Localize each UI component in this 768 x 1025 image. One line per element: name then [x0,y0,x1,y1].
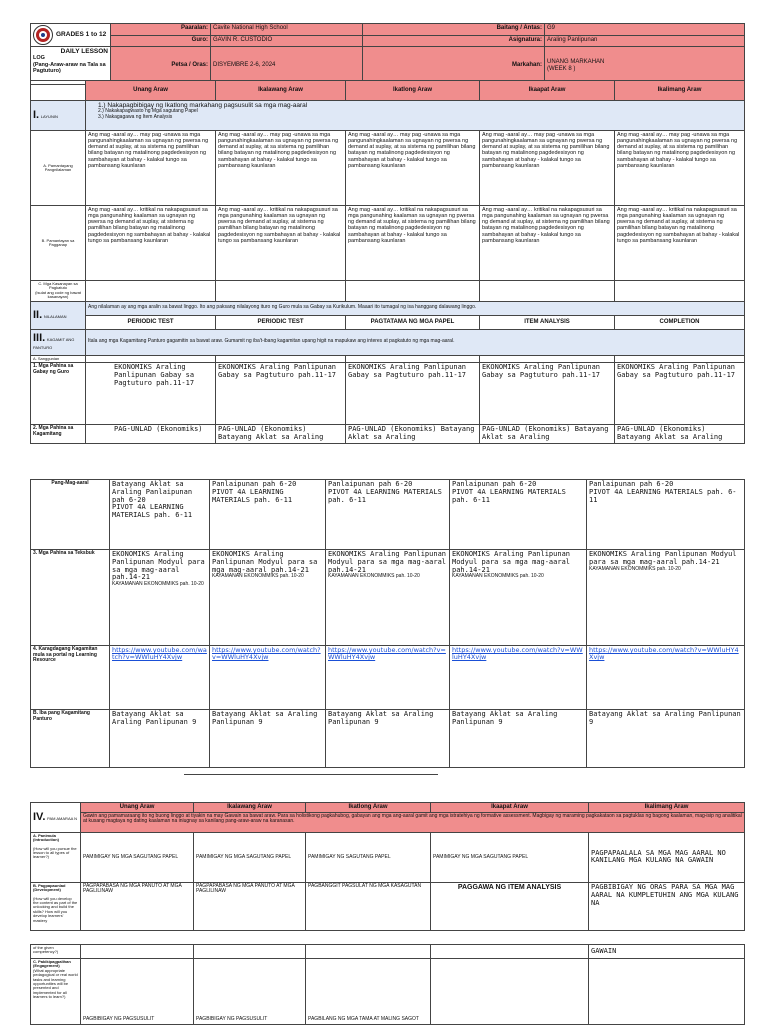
day-header-5: Ikalimang Araw [615,81,745,101]
teksbuk-day3 [326,550,450,646]
teksbuk-label: 3. Mga Pahina sa Teksbuk [31,550,110,646]
lr-portal-link-5[interactable]: https://www.youtube.com/watch?v=WWluHY4Xvjw [589,646,739,662]
pangnilalaman-day1: Ang mag -aaral ay… may pag -unawa sa mga pangunahingkaalaman sa ugnayan ng pwersa ng demand at suplay, at sa sistema ng pamilihan bilang batayan ng matalinong pagdedesisyon ng sambahayan at bahay - kalakal tungo sa pambansang kaunlaran [86,131,216,206]
pangnilalaman-day3: Ang mag -aaral ay… may pag -unawa sa mga pangunahingkaalaman sa ugnayan ng pwersa ng demand at suplay, at sa sistema ng pamilihan bilang batayan ng matalinong pagdedesisyon ng sambahayan at bahay - kalakal tungo sa pambansang kaunlaran [346,131,480,206]
petsa-blank [363,47,503,85]
pam-day-header-2: Ikalawang Araw [194,803,306,813]
panimula-day3: PAMIMIGAY NG SAGUTANG PAPEL [306,832,431,882]
deped-seal-icon [33,25,53,45]
teksbuk-day3-text: EKONOMIKS Araling Panlipunan Modyul para sa mga mag-aaral pah.14-21 [328,550,447,574]
pam-day-header-4: Ikaapat Araw [431,803,589,813]
header-table [30,23,745,85]
pagpapaunlad-sub: (How will you develop the content as part of the unlocking and build the skills? How will you develop learners' mastery [33,895,78,923]
teksbuk-day1-text: EKONOMIKS Araling Panlipunan Modyul para sa mga mag-aaral pah.14-21 [112,550,205,582]
dll-subtitle: LOG (Pang-Araw-araw na Tala sa Pagtuturo) [33,55,106,75]
pangnilalaman-day4: Ang mag -aaral ay… may pag -unawa sa mga pangunahingkaalaman sa ugnayan ng pwersa ng demand at suplay, at sa sistema ng pamilihan bilang batayan ng matalinong pagdedesisyon ng sambahayan at bahay - kalakal tungo sa pambansang kaunlaran [480,131,615,206]
day-header-3: Ikatlong Araw [346,81,480,101]
kagamitang-day5-bottom: Panlaipunan pah 6-20 PIVOT 4A LEARNING MATERIALS pah. 6-11 [587,480,745,550]
pamamaraan-header [31,803,81,833]
lr-portal-link-1[interactable]: https://www.youtube.com/watch?v=WWluHY4Xvjw [112,646,207,662]
paaralan-label: Paaralan: [111,24,211,36]
kayamanan-day5: KAYAMANAN EKONOMMIKS pah. 10-20 [589,565,681,572]
kagamitang-day5-top: PAG-UNLAD (Ekonomiks) Batayang Aklat sa Araling [615,424,745,443]
lr-portal-label: 4. Karagdagang Kagamitan mula sa portal ng Learning Resource [31,646,110,710]
pagpapaunlad-cont-day3 [306,945,431,959]
pakikipagpalihan-label-cell [31,959,81,1025]
nilalaman-day2: PERIODIC TEST [216,315,346,329]
pagpapaunlad-day2: PAGPAPABASA NG MGA PANUTO AT MGA PAGLILINAW [194,882,306,930]
gabay-guro-day3: EKONOMIKS Araling Panlipunan Gabay sa Pagtuturo pah.11-17 [346,362,480,424]
pagpapaunlad-day4: PAGGAWA NG ITEM ANALYSIS [431,882,589,930]
gabay-guro-day5: EKONOMIKS Araling Panlipunan Gabay sa Pagtuturo pah.11-17 [615,362,745,424]
pagpapaunlad-cont-day5: GAWAIN [589,945,745,959]
pamamaraan-note: Gawin ang pamamaraang ito ng buong linggo at tiyakin na may Gawain sa bawat araw. Para sa holistikong pagkahubog, gabayan ang mga ang-aaral gamit ang mga istratehiya ng formative assessment. Magbigay ng maraming pagkakataon sa pagtuklas ng bagong kaalaman, mag-isip ng analitikal at kusang magtaya ng dating kaalaman na iniugnay sa kanilang pang-araw-araw na karanasan. [81,812,745,832]
markahan-value: UNANG MARKAHAN (WEEK 8 ) [545,47,745,85]
teksbuk-day2-text: EKONOMIKS Araling Panlipunan Modyul para sa mga mag-aaral pah.14-21 [212,550,318,574]
kasanayan-day1 [86,281,216,302]
page-separator-line [184,774,438,775]
main-table-page2 [30,479,745,768]
pam-day-header-5: Ikalimang Araw [589,803,745,813]
teksbuk-day1 [110,550,210,646]
gabay-guro-label: 1. Mga Pahina sa Gabay ng Guro [31,362,86,424]
panimula-day4: PAMIMIGAY NG MGA SAGUTANG PAPEL [431,832,589,882]
teksbuk-day5-text: EKONOMIKS Araling Panlipunan Modyul para sa mga mag-aaral pah.14-21 [589,550,737,566]
pagpapaunlad-day1: PAGPAPABASA NG MGA PANUTO AT MGA PAGLILINAW [81,882,194,930]
layunin-cell [86,101,745,131]
nilalaman-day5: COMPLETION [615,315,745,329]
teksbuk-day4 [450,550,587,646]
kagamitang-label: 2. Mga Pahina sa Kagamitang [31,424,86,443]
layunin-label: LAYUNIN [40,114,58,120]
pamamaraan-label: PAM AMARAA N [47,816,78,822]
kagamitang-label-cont: Pang-Mag-aaral [31,480,110,550]
nilalaman-label: NILALAMAN [43,313,67,319]
kayamanan-day1: KAYAMANAN EKONOMMIKS pah. 10-20 [112,581,204,588]
nilalaman-roman: II. [33,308,43,321]
main-table-page1 [30,80,745,444]
day-header-2: Ikalawang Araw [216,81,346,101]
baitang-label: Baitang / Antas: [363,24,545,36]
grades-label: GRADES 1 to 12 [56,31,107,39]
kayamanan-day4: KAYAMANAN EKONOMMIKS pah. 10-20 [452,573,544,580]
kasanayan-day4 [480,281,615,302]
iba-pang-day1: Batayang Aklat sa Araling Panlipunan 9 [110,710,210,768]
iba-pang-day2: Batayang Aklat sa Araling Panlipunan 9 [210,710,326,768]
kagamitang-day3-top: PAG-UNLAD (Ekonomiks) Batayang Aklat sa Araling [346,424,480,443]
pakikipagpalihan-day3: PAGBILANG NG MGA TAMA AT MALING SAGOT [306,959,431,1025]
lr-portal-link-3[interactable]: https://www.youtube.com/watch?v=WWluHY4Xvjw [328,646,446,662]
nilalaman-day4: ITEM ANALYSIS [480,315,615,329]
pagpapaunlad-label-cont: of the given competency?) [31,945,81,959]
pagganap-day4: Ang mag -aaral ay… kritikal na nakapagsusuri sa mga pangunahing kaalaman sa ugnayan ng pwersa ng demand at suplay, at sistema ng pamilihan bilang batayan ng matalinong pagdedesisyon ng sambahayan at bahay - kalakal tungo sa pambansang kaunlaran [480,206,615,281]
kagamitang-day2-bottom: Panlaipunan pah 6-20 PIVOT 4A LEARNING MATERIALS pah. 6-11 [210,480,326,550]
gabay-guro-day2: EKONOMIKS Araling Panlipunan Gabay sa Pagtuturo pah.11-17 [216,362,346,424]
dll-title-cell [31,47,111,85]
iba-pang-label: B. Iba pang Kagamitang Panturo [31,710,110,768]
lr-portal-day4 [450,646,587,710]
pamamaraan-table-cont [30,944,745,1025]
layunin-item-1: 1.) Nakapagbibigay ng Ikatlong markahang pagsusulit sa mga mag-aaral [98,102,308,109]
dll-title: DAILY LESSON [60,48,108,55]
asignatura-value: Araling Panlipunan [545,35,745,47]
iba-pang-day5: Batayang Aklat sa Araling Panlipunan 9 [587,710,745,768]
sanggunian-label: A. Sanggunian [31,355,86,362]
pam-day-header-3: Ikatlong Araw [306,803,431,813]
nilalaman-header [31,301,86,329]
teksbuk-day2 [210,550,326,646]
pakikipagpalihan-day2: PAGBIBIGAY NG PAGSUSULIT [194,959,306,1025]
lr-portal-day1 [110,646,210,710]
paaralan-value: Cavite National High School [211,24,363,36]
kagamitang-day1-bottom: Batayang Aklat sa Araling Panlaipunan pah 6-20 PIVOT 4A LEARNING MATERIALS pah. 6-11 [110,480,210,550]
pagpapaunlad-cont-day4 [431,945,589,959]
petsa-label: Petsa / Oras: [111,47,211,85]
sanggunian-day2 [216,355,346,362]
pagpapaunlad-label-cell [31,882,81,930]
blank-corner [31,81,86,101]
lr-portal-day2 [210,646,326,710]
kasanayan-day3 [346,281,480,302]
panimula-day1: PAMIMIGAY NG MGA SAGUTANG PAPEL [81,832,194,882]
lr-portal-link-4[interactable]: https://www.youtube.com/watch?v=WWluHY4Xvjw [452,646,583,662]
pamamaraan-roman: IV. [33,811,46,824]
kagamitan-label: KAGAMIT ANG PANTURO [33,337,75,350]
kagamitan-note: Itala ang mga Kagamitang Panturo gagamitin sa bawat araw. Gumamit ng iba't-ibang kagamitan upang higit na mapukaw ang interes at pagkatuto ng mga mag-aaral. [86,329,745,355]
sanggunian-day5 [615,355,745,362]
layunin-item-2: 2.) Nakakapagwasto ng Mga sagutang Papel [98,108,198,115]
kagamitang-day1-top: PAG-UNLAD (Ekonomiks) [86,424,216,443]
pakikipagpalihan-day5 [589,959,745,1025]
pagpapaunlad-day5: PAGBIBIGAY NG ORAS PARA SA MGA MAG AARAL NA KUMPLETUHIN ANG MGA KULANG NA [589,882,745,930]
layunin-item-3: 3.) Nakagagawa ng Item Analysis [98,114,173,121]
gabay-guro-day4: EKONOMIKS Araling Panlipunan Gabay sa Pagtuturo pah.11-17 [480,362,615,424]
day-header-4: Ikaapat Araw [480,81,615,101]
sanggunian-day4 [480,355,615,362]
kayamanan-day3: KAYAMANAN EKONOMMIKS pah. 10-20 [328,573,420,580]
nilalaman-day3: PAGTATAMA NG MGA PAPEL [346,315,480,329]
sanggunian-day1 [86,355,216,362]
guro-value: GAVIN R. CUSTODIO [211,35,363,47]
iba-pang-day4: Batayang Aklat sa Araling Panlipunan 9 [450,710,587,768]
panimula-label-cell [31,832,81,882]
asignatura-label: Asignatura: [363,35,545,47]
lr-portal-day5 [587,646,745,710]
pamantayang-pangnilalaman-label: A. Pamantayang Pangnilalaman [31,131,86,206]
pam-day-header-1: Unang Araw [81,803,194,813]
kasanayan-day2 [216,281,346,302]
pakikipagpalihan-label: C. Pakikipagpalihan (Engagement) [33,959,71,969]
kagamitan-header [31,329,86,355]
markahan-label: Markahan: [503,47,545,85]
kagamitan-roman: III. [33,332,46,345]
kagamitang-day2-top: PAG-UNLAD (Ekonomiks) Batayang Aklat sa Araling [216,424,346,443]
day-header-1: Unang Araw [86,81,216,101]
pakikipagpalihan-sub: (What appropriate pedagogical or real world tasks and learning opportunities will be presented and implemented for all learners to learn?) [33,967,78,1000]
kasanayan-day5 [615,281,745,302]
pakikipagpalihan-day1: PAGBIBIGAY NG PAGSUSULIT [81,959,194,1025]
panimula-sub: (How will you pursue the lesson to all types of learner?) [33,845,77,860]
kayamanan-day2: KAYAMANAN EKONOMMIKS pah. 10-20 [212,573,304,580]
petsa-value: DISYEMBRE 2-6, 2024 [211,47,363,85]
iba-pang-day3: Batayang Aklat sa Araling Panlipunan 9 [326,710,450,768]
logo-cell [31,24,111,47]
teksbuk-day4-text: EKONOMIKS Araling Panlipunan Modyul para sa mga mag-aaral pah.14-21 [452,550,571,574]
lr-portal-link-2[interactable]: https://www.youtube.com/watch?v=WWluHY4Xvjw [212,646,321,662]
pamantayan-pagganap-label: B. Pamantayan sa Pagganap [31,206,86,281]
kagamitang-day4-top: PAG-UNLAD (Ekonomiks) Batayang Aklat sa Araling [480,424,615,443]
baitang-value: G9 [545,24,745,36]
layunin-header [31,101,86,131]
pagpapaunlad-cont-day2 [194,945,306,959]
pagganap-day5: Ang mag -aaral ay… kritikal na nakapagsusuri sa mga pangunahing kaalaman sa ugnayan ng pwersa ng demand at suplay, at sistema ng pamilihan bilang batayan ng matalinong pagdedesisyon ng sambahayan at bahay - kalakal tungo sa pambansang kaunlaran [615,206,745,281]
teksbuk-day5 [587,550,745,646]
pakikipagpalihan-day4 [431,959,589,1025]
pagganap-day3: Ang mag -aaral ay… kritikal na nakapagsusuri sa mga pangunahing kaalaman sa ugnayan ng pwersa ng demand at suplay, at sistema ng pamilihan bilang batayan ng matalinong pagdedesisyon ng sambahayan at bahay - kalakal tungo sa pambansang kaunlaran [346,206,480,281]
layunin-roman: I. [33,109,40,122]
pagpapaunlad-day3: PAGBANGGIT PAGSULAT NG MGA KASAGUTAN [306,882,431,930]
pagpapaunlad-cont-day1 [81,945,194,959]
pamamaraan-table [30,802,745,931]
panimula-day5: PAGPAPAALALA SA MGA MAG AARAL NO KANILANG MGA KULANG NA GAWAIN [589,832,745,882]
kagamitang-day4-bottom: Panlaipunan pah 6-20 PIVOT 4A LEARNING MATERIALS pah. 6-11 [450,480,587,550]
guro-label: Guro: [111,35,211,47]
panimula-label: A. Panimula (Introduction) [33,832,59,843]
nilalaman-day1: PERIODIC TEST [86,315,216,329]
pangnilalaman-day5: Ang mag -aaral ay… may pag -unawa sa mga pangunahingkaalaman sa ugnayan ng pwersa ng demand at suplay, at sa sistema ng pamilihan bilang batayan ng matalinong pagdedesisyon ng sambahayan at bahay - kalakal tungo sa pambansang kaunlaran [615,131,745,206]
kasanayan-label: C. Mga Kasanayan sa Pagkatuto (Isulat ang code ng bawat kasanayan) [31,281,86,302]
kagamitang-day3-bottom: Panlaipunan pah 6-20 PIVOT 4A LEARNING MATERIALS pah. 6-11 [326,480,450,550]
panimula-day2: PAMIMIGAY NG MGA SAGUTANG PAPEL [194,832,306,882]
gabay-guro-day1: EKONOMIKS Araling Panlipunan Gabay sa Pagtuturo pah.11-17 [86,362,216,424]
pagganap-day2: Ang mag -aaral ay… kritikal na nakapagsusuri sa mga pangunahing kaalaman sa ugnayan ng pwersa ng demand at suplay, at sistema ng pamilihan bilang batayan ng matalinong pagdedesisyon ng sambahayan at bahay - kalakal tungo sa pambansang kaunlaran [216,206,346,281]
lr-portal-day3 [326,646,450,710]
pagpapaunlad-label: B. Pagpapaunlad (Development) [33,882,66,893]
sanggunian-day3 [346,355,480,362]
pangnilalaman-day2: Ang mag -aaral ay… may pag -unawa sa mga pangunahingkaalaman sa ugnayan ng pwersa ng demand at suplay, at sa sistema ng pamilihan bilang batayan ng matalinong pagdedesisyon ng sambahayan at bahay - kalakal tungo sa pambansang kaunlaran [216,131,346,206]
nilalaman-note: Ang nilalaman ay ang mga aralin sa bawat linggo. Ito ang paksang nilalayong ituro ng Guro mula sa Gabay sa Kurikulum. Maaari ito tumagal ng isa hanggang dalawang linggo. [86,301,745,315]
pagganap-day1: Ang mag -aaral ay… kritikal na nakapagsusuri sa mga pangunahing kaalaman sa ugnayan ng pwersa ng demand at suplay, at sistema ng pamilihan bilang batayan ng matalinong pagdedesisyon ng sambahayan at bahay - kalakal tungo sa pambansang kaunlaran [86,206,216,281]
